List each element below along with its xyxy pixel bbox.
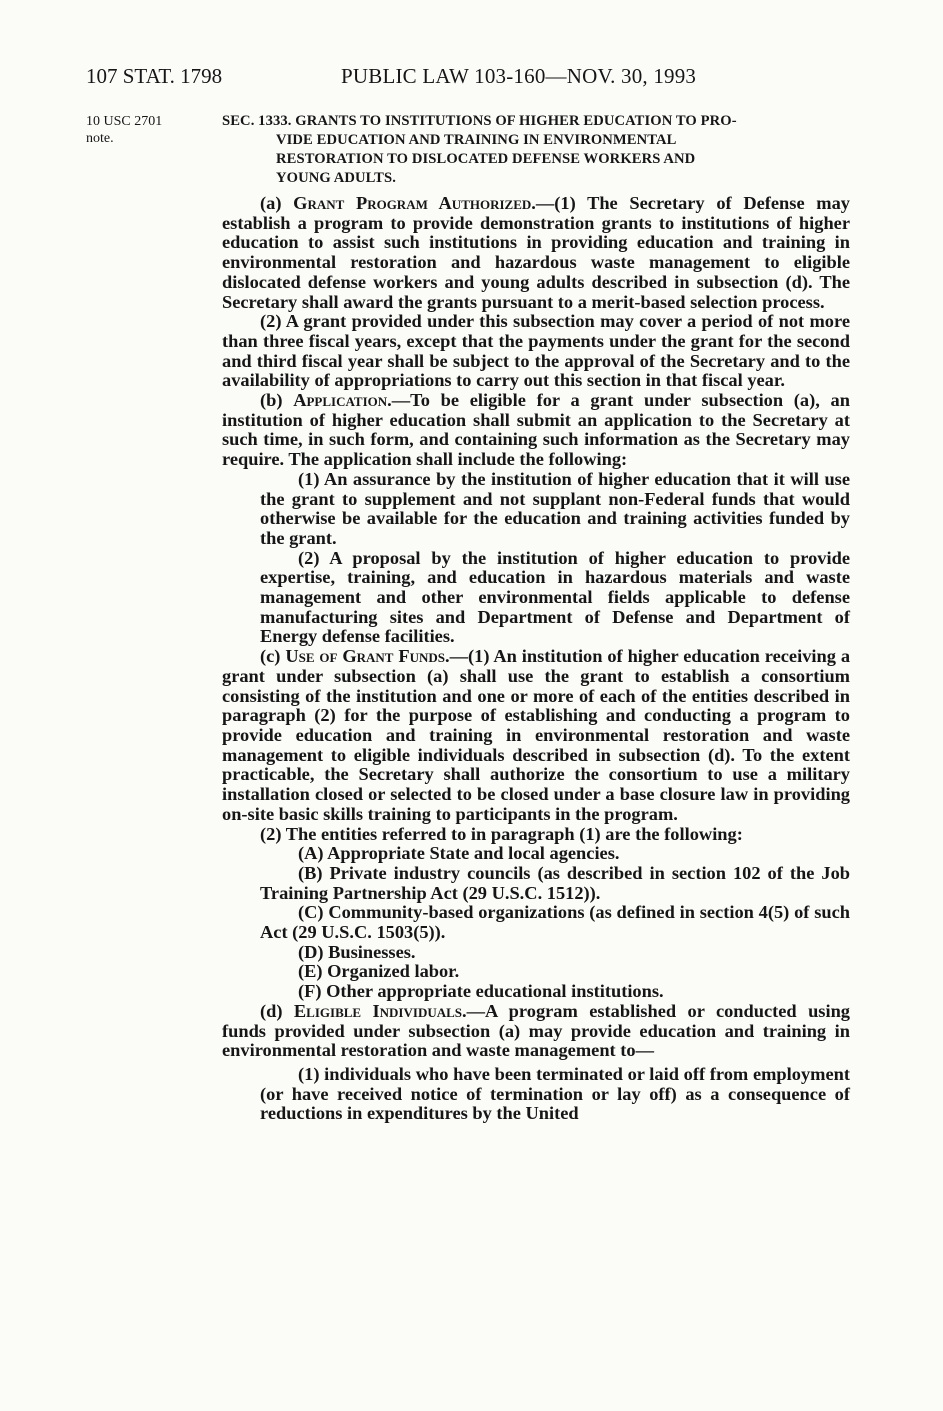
- paragraph-c2D: (D) Businesses.: [298, 941, 416, 962]
- section-heading-line: RESTORATION TO DISLOCATED DEFENSE WORKERS AND: [276, 151, 696, 167]
- paragraph-c2A: (A) Appropriate State and local agencies.: [298, 843, 620, 864]
- paragraph-a1: [222, 194, 850, 312]
- paragraph-text: .—To be eligible for a grant under subsection (a), an institution of higher education shall submit an application to the Secretary at such time, in such form, and containing such information as the Secretary may require. The application shall include the following:: [222, 390, 850, 470]
- paragraph-d1: (1) individuals who have been terminated or laid off from employment (or have received notice of termination or lay off) as a consequence of reductions in expenditures by the United: [260, 1063, 850, 1124]
- section-heading-line: VIDE EDUCATION AND TRAINING IN ENVIRONMENTAL: [276, 132, 677, 148]
- subsection-heading: Grant Program Authorized: [293, 193, 532, 213]
- subsection-label: (d): [260, 1000, 294, 1021]
- subsection-heading: Application: [293, 390, 388, 411]
- subsection-heading: Use of Grant Funds: [285, 646, 446, 667]
- margin-note-citation: 10 USC 2701: [86, 114, 163, 129]
- paragraph-c2C: (C) Community-based organizations (as defined in section 4(5) of such Act (29 U.S.C. 1503(5)).: [260, 902, 850, 943]
- page-header: [86, 63, 856, 89]
- paragraph-c1: [222, 647, 850, 824]
- paragraph-text: .—A program established or conducted using funds provided under subsection (a) may provide education and training in environmental restoration and waste management to—: [222, 1000, 850, 1061]
- paragraph-c2F: (F) Other appropriate educational institutions.: [298, 981, 664, 1002]
- subsection-heading: Eligible Individuals: [293, 1000, 463, 1021]
- paragraph-c2B: (B) Private industry councils (as described in section 102 of the Job Training Partnership Act (29 U.S.C. 1512)).: [260, 862, 850, 903]
- margin-note: [86, 113, 196, 147]
- paragraph-c2E: (E) Organized labor.: [298, 961, 460, 982]
- subsection-label: (c): [260, 646, 286, 667]
- paragraph-b2: (2) A proposal by the institution of higher education to provide expertise, training, and education in hazardous materials and waste management and other environmental fields applicable to defense manufacturing sites and Department of Defense and Department of Energy defense facilities.: [260, 547, 850, 647]
- public-law-title: PUBLIC LAW 103-160—NOV. 30, 1993: [341, 64, 697, 88]
- section-heading: [222, 112, 850, 188]
- paragraph-b1: (1) An assurance by the institution of higher education that it will use the grant to supplement and not supplant non-Federal funds that would otherwise be available for the education and training activities funded by the grant.: [260, 468, 850, 548]
- paragraph-d: [222, 1002, 850, 1061]
- paragraph-b: [222, 391, 850, 470]
- statute-page-number: 107 STAT. 1798: [86, 64, 223, 88]
- margin-note-label: note.: [86, 131, 114, 146]
- paragraph-text: .—(1) An institution of higher education receiving a grant under subsection (a) shall use the grant to establish a consortium consisting of the institution and one or more of each of the entities described in paragraph (2) for the purpose of establishing and conducting a program to provide education and training in environmental restoration and waste management to eligible individuals described in subsection (d). To the extent practicable, the Secretary shall authorize the consortium to use a military installation closed or selected to be closed under a base closure law in providing on-site basic skills training to participants in the program.: [222, 646, 851, 824]
- subsection-label: (a): [260, 193, 294, 213]
- subsection-label: (b): [260, 390, 294, 411]
- paragraph-a2: (2) A grant provided under this subsection may cover a period of not more than three fiscal years, except that the payments under the grant for the second and third fiscal year shall be subject to the approval of the Secretary and to the availability of appropriations to carry out this section in that fiscal year.: [222, 311, 850, 391]
- section-heading-line: YOUNG ADULTS.: [276, 170, 396, 186]
- paragraph-c2: (2) The entities referred to in paragraph (1) are the following:: [260, 823, 743, 844]
- paragraph-text: .—(1) The Secretary of Defense may establish a program to provide demonstration grants to institutions of higher education to assist such institutions in providing education and training in environmental restoration and hazardous waste management to eligible dislocated defense workers and young adults described in subsection (d). The Secretary shall award the grants pursuant to a merit-based selection process.: [222, 193, 850, 312]
- section-heading-line: SEC. 1333. GRANTS TO INSTITUTIONS OF HIGHER EDUCATION TO PRO-: [222, 113, 737, 129]
- document-body: [222, 112, 850, 1124]
